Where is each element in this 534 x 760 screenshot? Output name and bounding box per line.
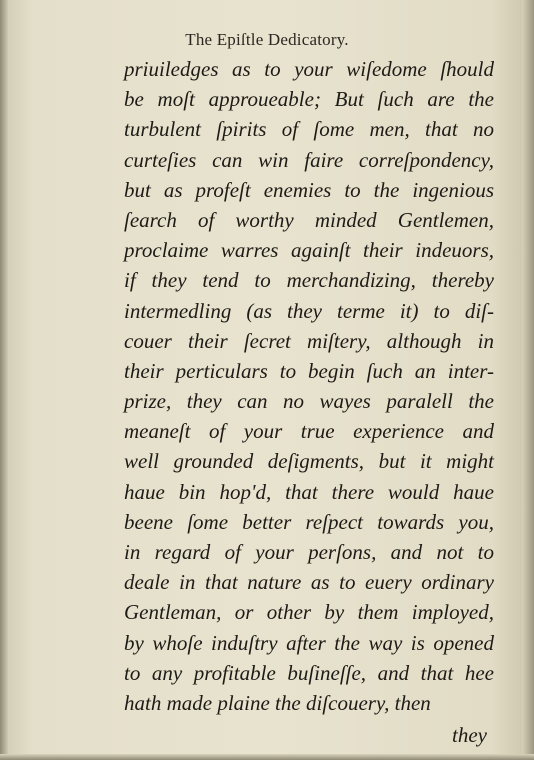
text-line: deale in that nature as to euery ordinary [124, 570, 494, 595]
text-line: haue bin hop'd, that there would haue [124, 479, 494, 504]
page-edge-shadow [522, 0, 534, 760]
text-line: Gentleman, or other by them imployed, [124, 600, 494, 625]
text-line: hath made plaine the diſcouery, then [124, 690, 431, 715]
running-head: The Epiſtle Dedicatory. [185, 30, 349, 49]
text-line: curteſies can win faire correſpondency, [124, 147, 494, 172]
text-line: intermedling (as they terme it) to diſ- [124, 298, 494, 323]
text-line: to any profitable buſineſſe, and that hee [124, 660, 494, 685]
text-line: beene ſome better reſpect towards you, [124, 509, 494, 534]
page-gutter-shadow [0, 0, 8, 760]
body-text [124, 54, 494, 718]
text-line: in regard of your perſons, and not to [124, 540, 494, 564]
text-line: be moſt approueable; But ſuch are the [124, 87, 494, 112]
text-line: couer their ſecret miſtery, although in [124, 328, 494, 353]
text-line: priuiledges as to your wiſedome ſhould [124, 57, 494, 81]
text-line: but as profeſt enemies to the ingenious [124, 177, 494, 202]
text-line: well grounded deſigments, but it might [124, 449, 494, 474]
catchword: they [452, 723, 487, 747]
page-bottom-edge [0, 754, 534, 760]
text-line: by whoſe induſtry after the way is opened [124, 630, 494, 655]
text-line: meaneſt of your true experience and [124, 419, 494, 444]
text-line: prize, they can no wayes paralell the [124, 389, 494, 414]
text-line: their perticulars to begin ſuch an inter- [124, 358, 494, 383]
text-line: proclaime warres againſt their indeuors, [124, 238, 494, 263]
text-line: ſearch of worthy minded Gentlemen, [124, 207, 494, 232]
text-line: if they tend to merchandizing, thereby [124, 268, 494, 293]
text-line: turbulent ſpirits of ſome men, that no [124, 117, 494, 142]
